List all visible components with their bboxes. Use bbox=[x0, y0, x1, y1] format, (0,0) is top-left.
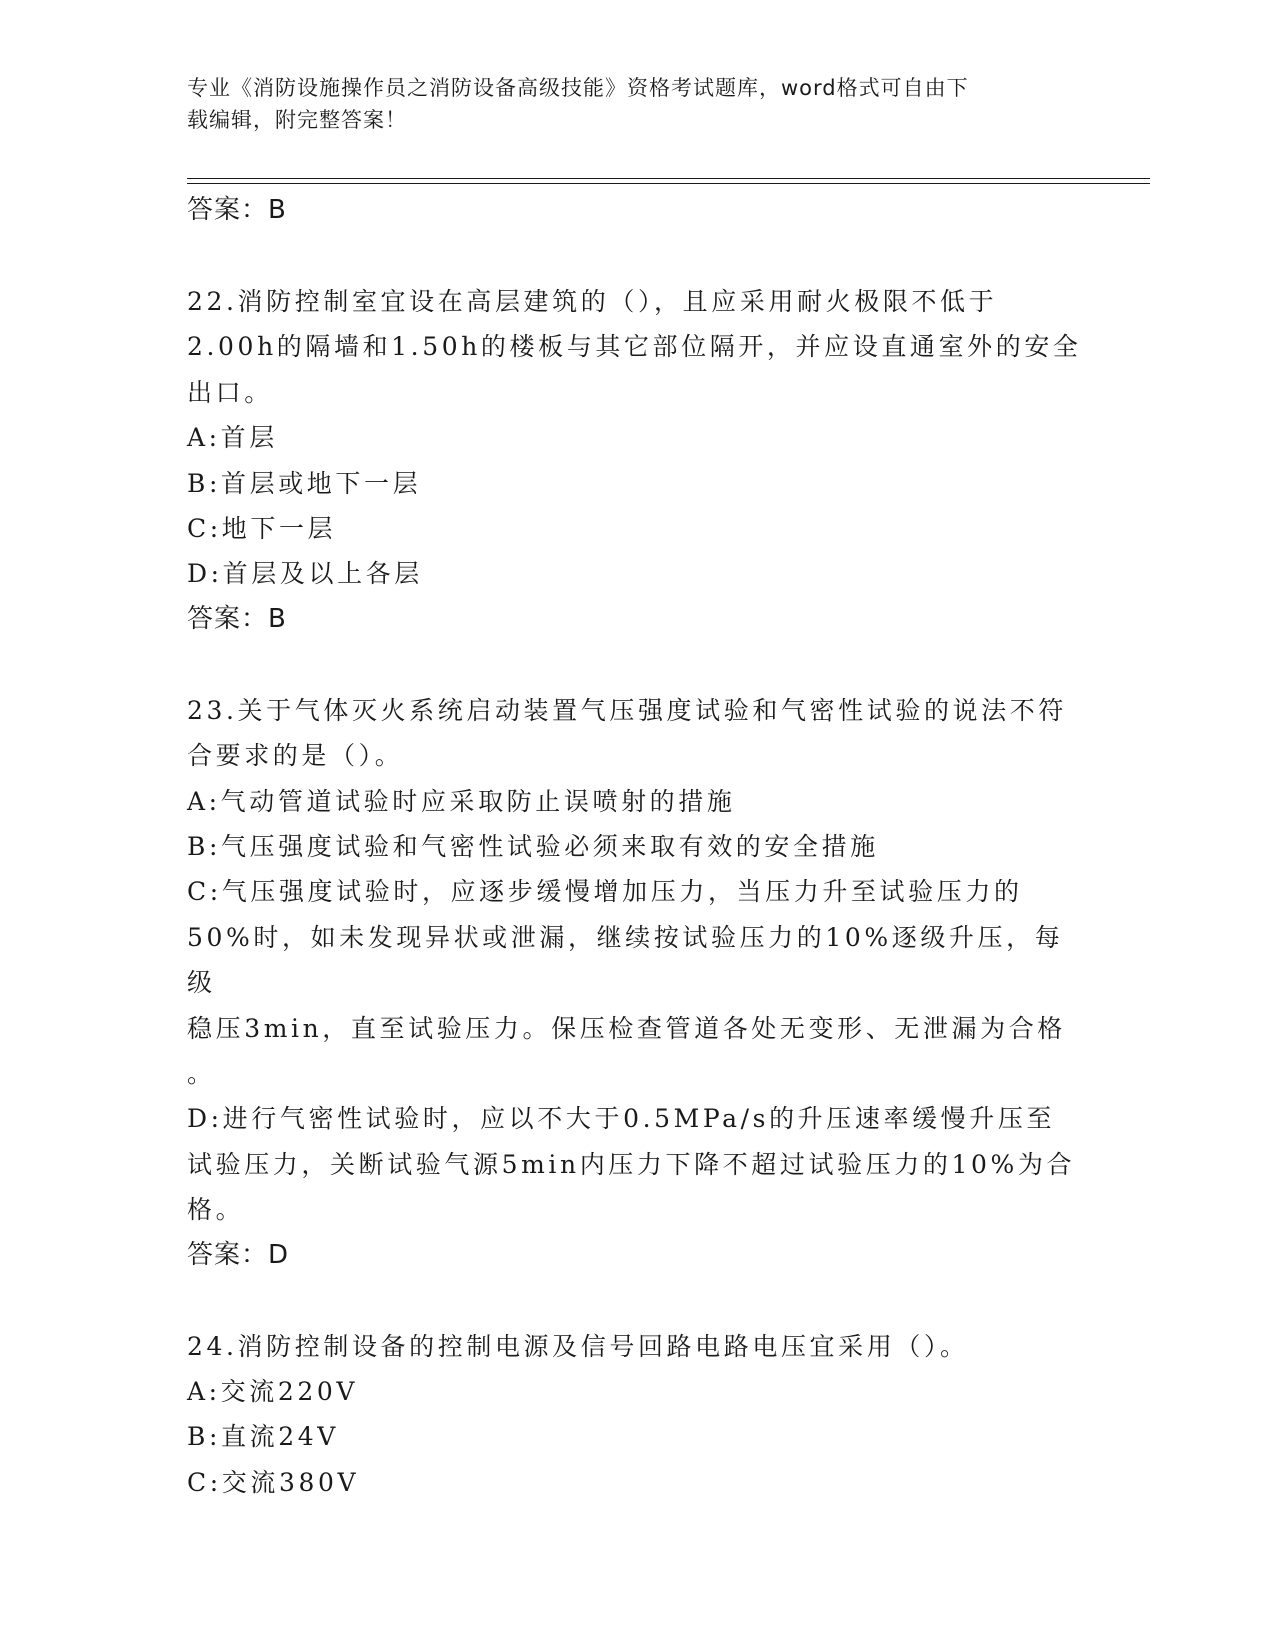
spacer bbox=[187, 1278, 1087, 1324]
spacer bbox=[187, 233, 1087, 279]
header-divider-top bbox=[187, 178, 1150, 179]
option-c: C:交流380V bbox=[187, 1467, 360, 1497]
stem-line: 24.消防控制设备的控制电源及信号回路电路电压宜采用（）。 bbox=[187, 1331, 969, 1361]
question-stem bbox=[187, 1324, 1087, 1369]
stem-line: 2.00h的隔墙和1.50h的楼板与其它部位隔开，并应设直通室外的安全 bbox=[187, 332, 1082, 362]
question-22 bbox=[187, 279, 1087, 642]
header-line-1: 专业《消防设施操作员之消防设备高级技能》资格考试题库，word格式可自由下 bbox=[187, 76, 969, 100]
stem-line: 出口。 bbox=[187, 377, 273, 407]
option-line: 稳压3min，直至试验压力。保压检查管道各处无变形、无泄漏为合格 bbox=[187, 1013, 1066, 1043]
answer-line: 答案：D bbox=[187, 1239, 290, 1270]
question-stem bbox=[187, 688, 1087, 779]
question-list bbox=[187, 188, 1087, 1505]
stem-line: 23.关于气体灭火系统启动装置气压强度试验和气密性试验的说法不符 bbox=[187, 695, 1067, 725]
option-line: 50%时，如未发现异状或泄漏，继续按试验压力的10%逐级升压，每级 bbox=[187, 922, 1064, 998]
option-b: B:直流24V bbox=[187, 1422, 339, 1452]
question-stem bbox=[187, 279, 1087, 415]
option-c bbox=[187, 869, 1087, 1096]
option-line: 试验压力，关断试验气源5min内压力下降不超过试验压力的10%为合 bbox=[187, 1149, 1076, 1179]
document-header bbox=[187, 72, 1067, 136]
answer-line: 答案：B bbox=[187, 195, 287, 225]
option-b bbox=[187, 824, 1087, 869]
option-line: 。 bbox=[187, 1059, 216, 1089]
option-b: B:首层或地下一层 bbox=[187, 468, 422, 498]
header-line-2: 载编辑，附完整答案！ bbox=[187, 108, 407, 132]
option-line: A:气动管道试验时应采取防止误喷射的措施 bbox=[187, 786, 736, 816]
option-d: D:首层及以上各层 bbox=[187, 559, 423, 589]
answer-line: 答案：B bbox=[187, 603, 287, 634]
question-24 bbox=[187, 1324, 1087, 1506]
option-a: A:首层 bbox=[187, 423, 278, 453]
option-line: B:气压强度试验和气密性试验必须来取有效的安全措施 bbox=[187, 832, 879, 861]
option-line: C:气压强度试验时，应逐步缓慢增加压力，当压力升至试验压力的 bbox=[187, 877, 1023, 907]
option-a: A:交流220V bbox=[187, 1377, 359, 1407]
option-d bbox=[187, 1096, 1087, 1232]
option-a bbox=[187, 779, 1087, 824]
option-c: C:地下一层 bbox=[187, 514, 337, 543]
option-line: D:进行气密性试验时，应以不大于0.5MPa/s的升压速率缓慢升压至 bbox=[187, 1104, 1056, 1134]
option-line: 格。 bbox=[187, 1195, 245, 1225]
stem-line: 22.消防控制室宜设在高层建筑的（），且应采用耐火极限不低于 bbox=[187, 287, 998, 316]
spacer bbox=[187, 642, 1087, 688]
question-23 bbox=[187, 688, 1087, 1278]
header-divider-bottom bbox=[187, 183, 1150, 184]
stem-line: 合要求的是（）。 bbox=[187, 741, 404, 771]
